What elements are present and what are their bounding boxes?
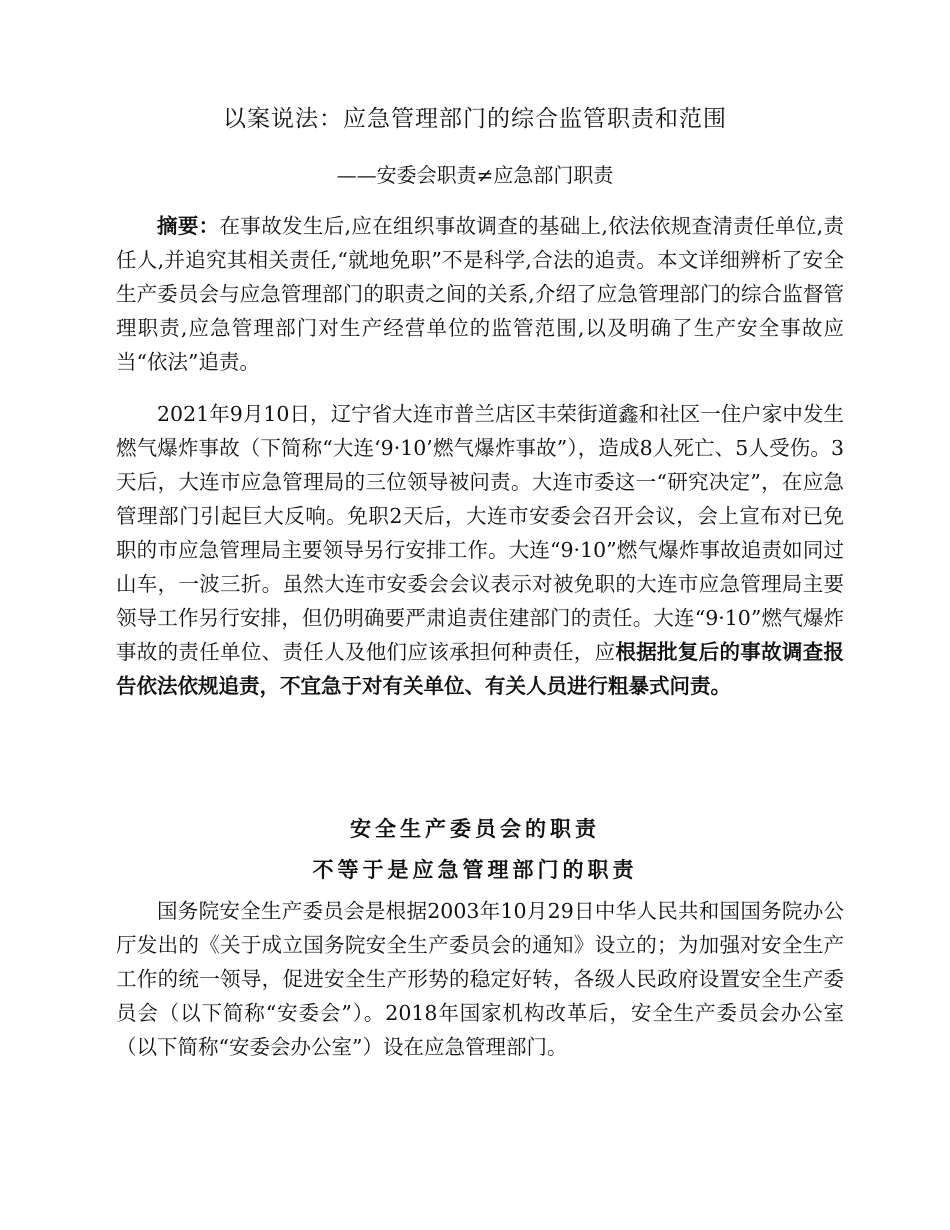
case-paragraph [116,397,844,703]
section-heading-line1: 安全生产委员会的职责 [350,816,600,841]
document-subtitle: ——安委会职责≠应急部门职责 [336,163,614,187]
case-paragraph-bold-text: 根据批复后的事故调查报告依法依规追责，不宜急于对有关单位、有关人员进行粗暴式问责。 [116,640,845,698]
section-heading-line2: 不等于是应急管理部门的职责 [312,857,638,882]
section-paragraph: 国务院安全生产委员会是根据2003年10月29日中华人民共和国国务院办公厅发出的《关于成立国务院安全生产委员会的通知》设立的；为加强对安全生产工作的统一领导，促进安全生产形势的稳定好转，各级人民政府设置安全生产委员会（以下简称“安委会”）。2018年国家机构改革后，安全生产委员会办公室（以下简称“安委会办公室”）设在应急管理部门。 [116,899,844,1059]
document-title: 以案说法：应急管理部门的综合监管职责和范围 [223,106,727,132]
case-paragraph-text: 2021年9月10日，辽宁省大连市普兰店区丰荣街道鑫和社区一住户家中发生燃气爆炸事故（下简称“大连‘9·10’燃气爆炸事故”），造成8人死亡、5人受伤。3天后，大连市应急管理局的三位领导被问责。大连市委这一“研究决定”，在应急管理部门引起巨大反响。免职2天后，大连市安委会召开会议，会上宣布对已免职的市应急管理局主要领导另行安排工作。大连“9·10”燃气爆炸事故追责如同过山车，一波三折。虽然大连市安委会会议表示对被免职的大连市应急管理局主要领导工作另行安排，但仍明确要严肃追责住建部门的责任。大连“9·10”燃气爆炸事故的责任单位、责任人及他们应该承担何种责任，应 [116,402,844,664]
section-paragraph-block [116,894,844,1064]
case-paragraph-block [116,397,844,703]
abstract-block [116,209,844,379]
abstract-label: 摘要： [157,214,220,238]
abstract-paragraph [116,209,844,379]
abstract-text: 在事故发生后,应在组织事故调查的基础上,依法依规查清责任单位,责任人,并追究其相关责任,“就地免职”不是科学,合法的追责。本文详细辨析了安全生产委员会与应急管理部门的职责之间的关系,介绍了应急管理部门的综合监督管理职责,应急管理部门对生产经营单位的监管范围,以及明确了生产安全事故应当“依法”追责。 [116,214,844,374]
